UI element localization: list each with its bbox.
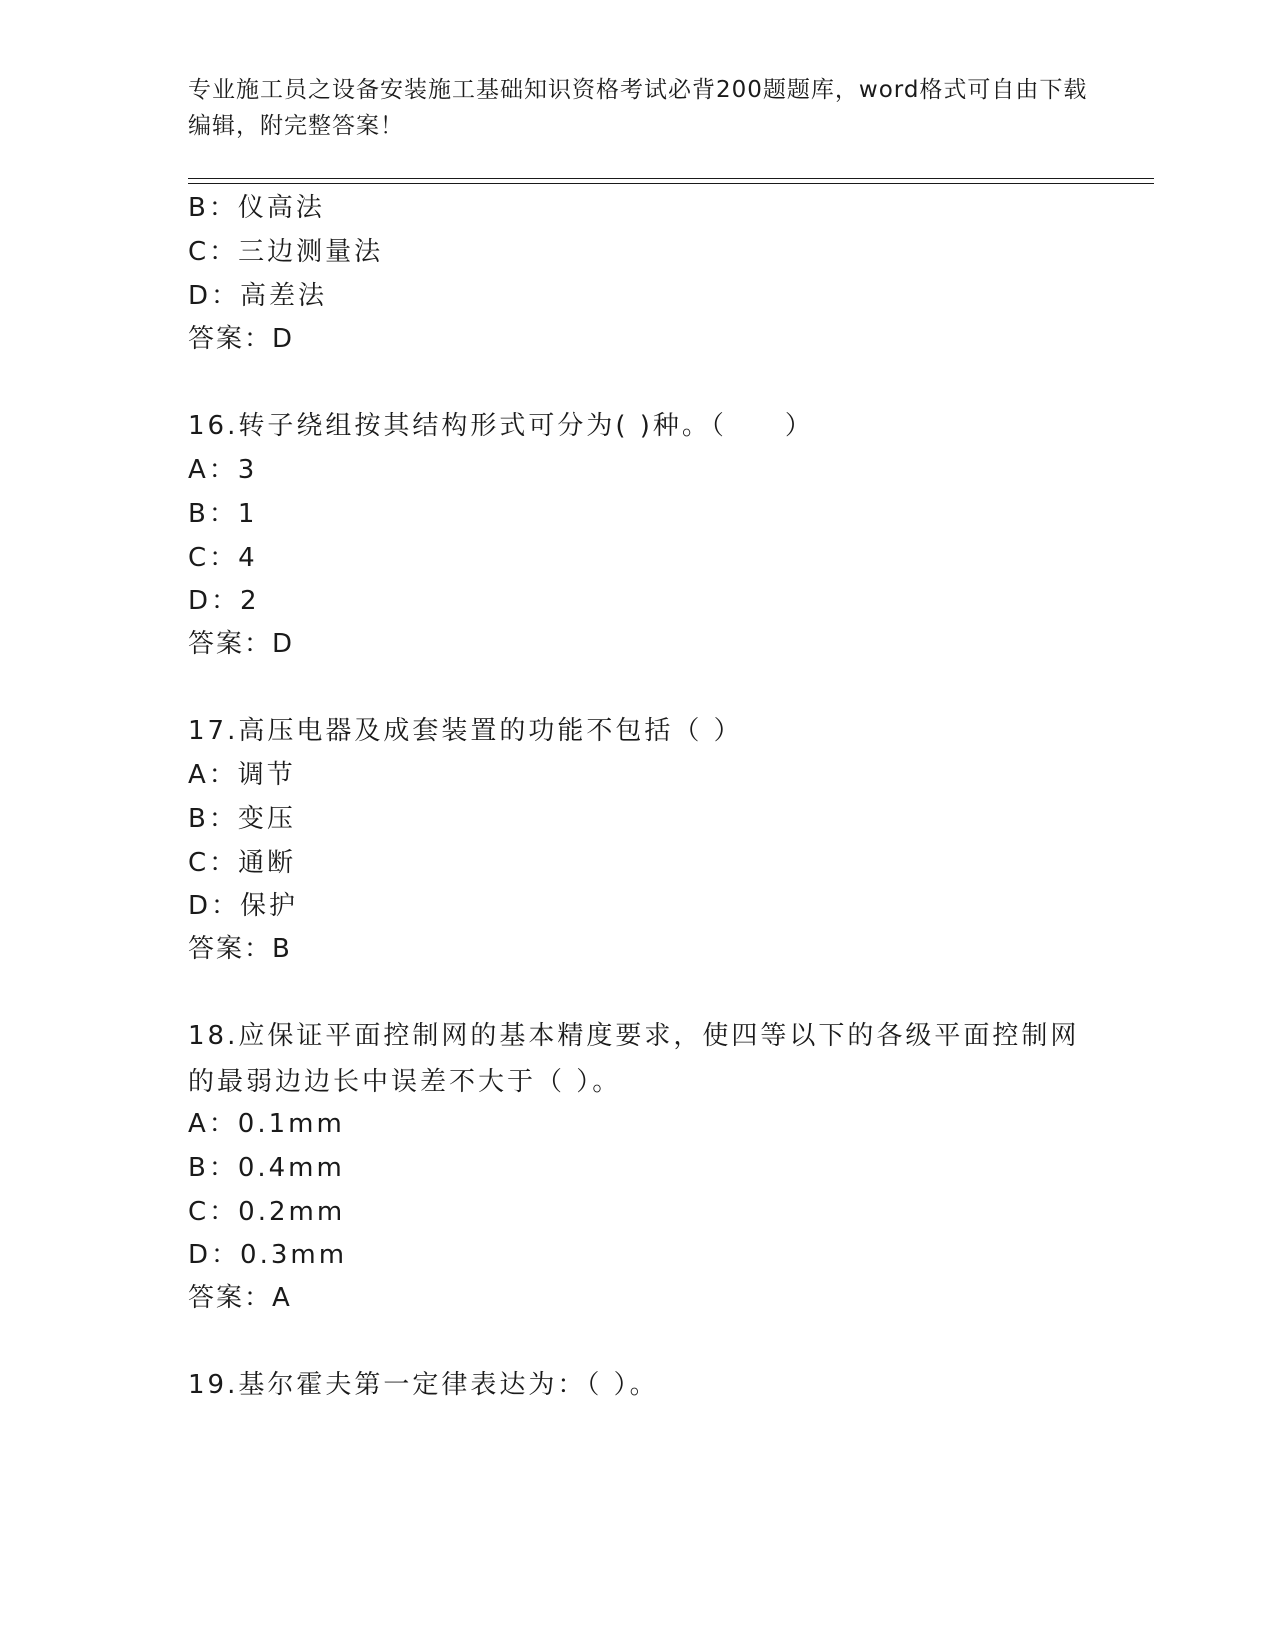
option-c: C：0.2mm <box>188 1197 346 1227</box>
option-d: D：高差法 <box>188 281 328 311</box>
header-divider-bottom <box>188 183 1154 184</box>
answer-line: 答案：D <box>188 629 295 659</box>
option-b: B：0.4mm <box>188 1153 345 1183</box>
answer-line: 答案：B <box>188 934 292 964</box>
option-d: D：保护 <box>188 891 299 921</box>
option-a: A：3 <box>188 455 258 485</box>
option-b: B：变压 <box>188 804 296 834</box>
option-c: C：4 <box>188 543 258 573</box>
option-b: B：仪高法 <box>188 193 325 223</box>
question-text: 16.转子绕组按其结构形式可分为( )种。（ ） <box>188 411 814 441</box>
document-header-title: 专业施工员之设备安装施工基础知识资格考试必背200题题库，word格式可自由下载编辑，附完整答案！ <box>188 77 1088 139</box>
option-c: C：三边测量法 <box>188 237 384 267</box>
question-text: 17.高压电器及成套装置的功能不包括（ ） <box>188 716 743 746</box>
answer-line: 答案：D <box>188 324 295 354</box>
option-d: D：2 <box>188 586 260 616</box>
option-a: A：调节 <box>188 760 296 790</box>
question-text: 18.应保证平面控制网的基本精度要求，使四等以下的各级平面控制网的最弱边边长中误差不大于（ ）。 <box>188 1021 1080 1097</box>
option-b: B：1 <box>188 499 258 529</box>
option-a: A：0.1mm <box>188 1109 345 1139</box>
option-d: D：0.3mm <box>188 1240 348 1270</box>
question-text: 19.基尔霍夫第一定律表达为：（ ）。 <box>188 1370 659 1400</box>
option-c: C：通断 <box>188 848 297 878</box>
header-divider-top <box>188 178 1154 179</box>
answer-line: 答案：A <box>188 1283 292 1313</box>
